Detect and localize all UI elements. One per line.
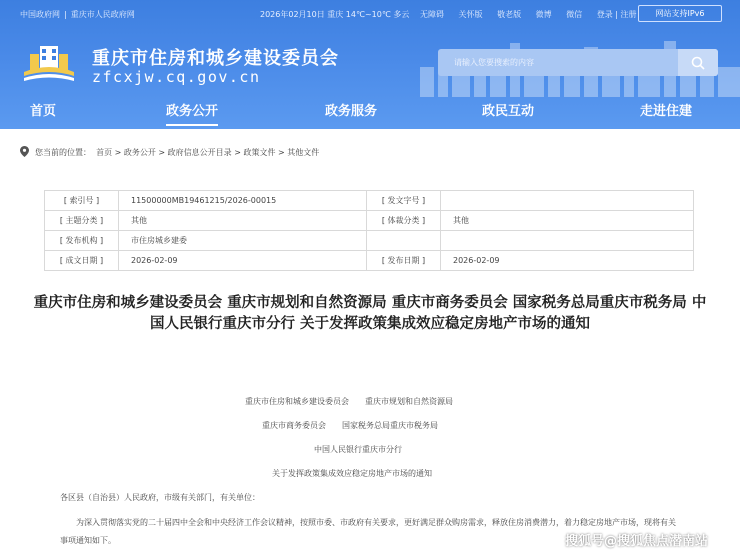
top-bar [0, 0, 740, 28]
index-no-label: [ 索引号 ] [45, 191, 119, 211]
issuers-line-3: 中国人民银行重庆市分行 [314, 445, 402, 454]
main-nav [0, 96, 740, 124]
salutation: 各区县（自治县）人民政府，市级有关部门，有关单位： [60, 493, 260, 502]
search-box [438, 49, 718, 76]
accessibility-link[interactable]: 无障碍 [420, 10, 444, 19]
genre-label: [ 体裁分类 ] [367, 211, 441, 231]
topbar-separator: | [64, 10, 67, 19]
genre-value: 其他 [441, 211, 694, 231]
article-subtitle: 关于发挥政策集成效应稳定房地产市场的通知 [272, 469, 432, 478]
article-paragraph: 为深入贯彻落实党的二十届四中全会和中央经济工作会议精神，按照市委、市政府有关要求，更好满足群众购房需求，释放住房消费潜力，着力稳定房地产市场，现将有关事项通知如下。 [60, 518, 676, 545]
table-row [45, 211, 694, 231]
created-date-value: 2026-02-09 [119, 251, 367, 271]
breadcrumb-label: 您当前的位置： [35, 148, 91, 157]
gov-portal-link[interactable]: 中国政府网 [20, 10, 60, 19]
doc-no-value [441, 191, 694, 211]
weibo-link[interactable]: 微博 [535, 10, 552, 19]
index-no-value: 11500000MB19461215/2026-00015 [119, 191, 367, 211]
issuer-label: [ 发布机构 ] [45, 231, 119, 251]
table-row [45, 251, 694, 271]
created-date-label: [ 成文日期 ] [45, 251, 119, 271]
search-button[interactable] [678, 49, 718, 76]
published-date-value: 2026-02-09 [441, 251, 694, 271]
table-row [45, 191, 694, 211]
breadcrumb [20, 146, 319, 158]
watermark: 搜狐号@搜狐焦点潜南站 [565, 534, 709, 549]
document-meta-table [44, 190, 694, 271]
issuers-line-2: 重庆市商务委员会 国家税务总局重庆市税务局 [262, 421, 438, 430]
nav-government-affairs[interactable]: 政务公开 [166, 100, 218, 119]
city-gov-link[interactable]: 重庆市人民政府网 [70, 10, 135, 19]
nav-government-services[interactable]: 政务服务 [325, 104, 378, 119]
table-row [45, 231, 694, 251]
site-domain: zfcxjw.cq.gov.cn [92, 68, 261, 86]
site-title: 重庆市住房和城乡建设委员会 [92, 48, 339, 69]
wechat-link[interactable]: 微信 [566, 10, 583, 19]
doc-no-label: [ 发文字号 ] [367, 191, 441, 211]
nav-about-housing[interactable]: 走进住建 [640, 104, 693, 119]
ipv6-badge[interactable]: 网站支持IPv6 [638, 5, 722, 22]
elder-mode-link[interactable]: 敬老版 [497, 10, 522, 19]
nav-home[interactable]: 首页 [30, 104, 57, 119]
date-weather: 2026年02月10日 重庆 14℃~10℃ 多云 [260, 10, 410, 19]
empty-cell [367, 231, 441, 251]
location-pin-icon [20, 146, 29, 157]
topic-label: [ 主题分类 ] [45, 211, 119, 231]
published-date-label: [ 发布日期 ] [367, 251, 441, 271]
search-input[interactable] [438, 49, 678, 76]
login-register-link[interactable]: 登录 | 注册 [596, 10, 637, 19]
nav-public-interaction[interactable]: 政民互动 [482, 104, 535, 119]
search-icon [691, 56, 705, 70]
issuers-line-1: 重庆市住房和城乡建设委员会 重庆市规划和自然资源局 [245, 397, 453, 406]
breadcrumb-path[interactable]: 首页 > 政务公开 > 政府信息公开目录 > 政策文件 > 其他文件 [96, 148, 320, 157]
empty-cell [441, 231, 694, 251]
topic-value: 其他 [119, 211, 367, 231]
site-logo-icon [22, 40, 76, 82]
care-mode-link[interactable]: 关怀版 [458, 10, 483, 19]
issuer-value: 市住房城乡建委 [119, 231, 367, 251]
article-title: 重庆市住房和城乡建设委员会 重庆市规划和自然资源局 重庆市商务委员会 国家税务总局重庆市税务局 中国人民银行重庆市分行 关于发挥政策集成效应稳定房地产市场的通知 [33, 295, 707, 332]
site-header [0, 0, 740, 129]
